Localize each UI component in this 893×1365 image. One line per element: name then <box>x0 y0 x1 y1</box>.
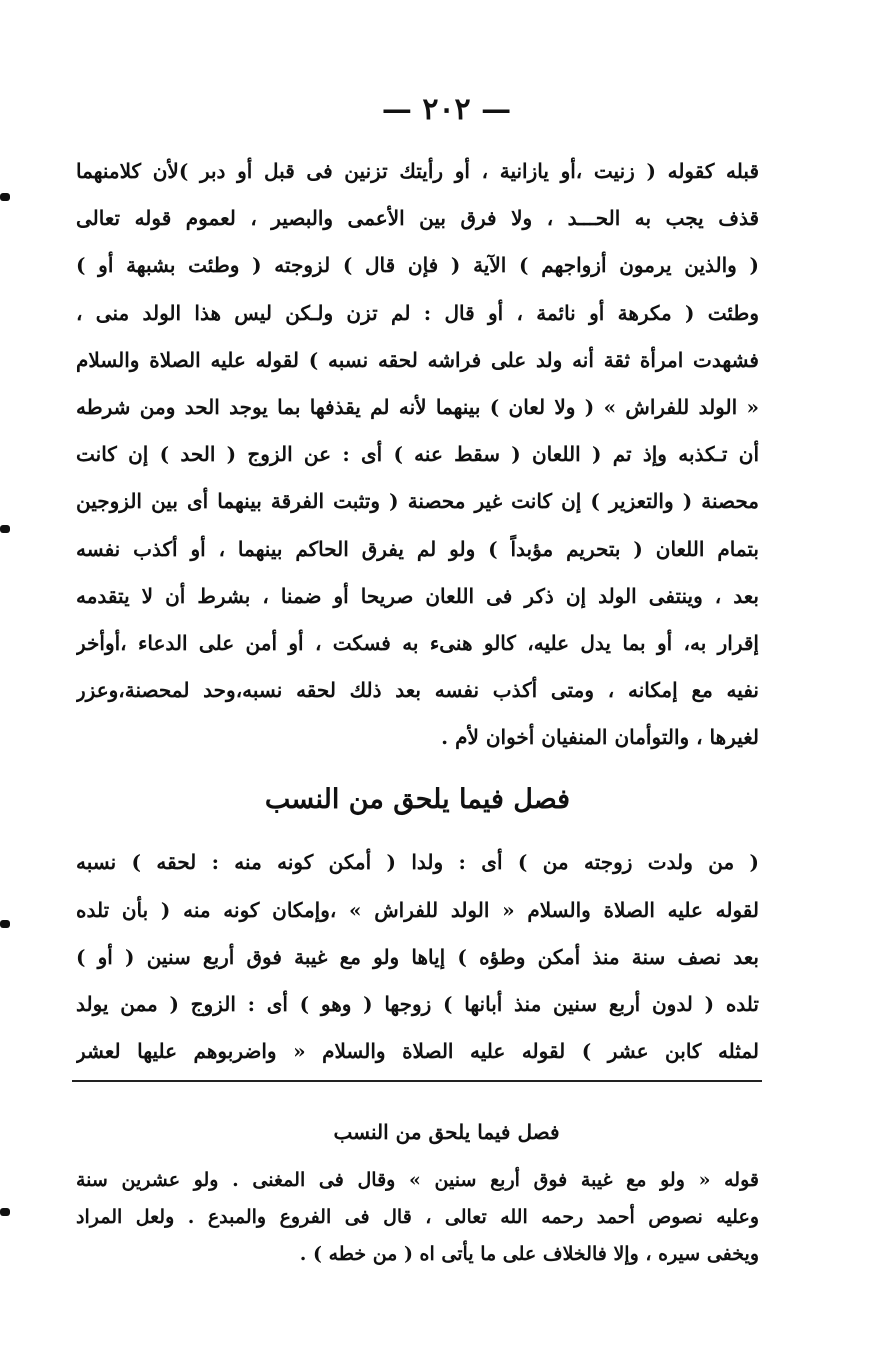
text-line: لقوله عليه الصلاة والسلام « الولد للفراش » ،وإمكان كونه منه ( بأن تلده <box>76 897 759 922</box>
margin-mark <box>0 525 10 533</box>
footnote-divider <box>72 1080 762 1082</box>
text-line: محصنة ( والتعزير ) إن كانت غير محصنة ( وتثبت الفرقة بينهما أى بين الزوجين <box>76 489 759 514</box>
text-line: بعد ، وينتفى الولد إن ذكر فى اللعان صريحا أو ضمنا ، بشرط أن لا يتقدمه <box>76 583 759 608</box>
footnote-text <box>76 1162 759 1273</box>
text-line: إقرار به، أو بما يدل عليه، كالو هنىء به فسكت ، أو أمن على الدعاء ،أوأخر <box>76 630 759 655</box>
text-line: ( من ولدت زوجته من ) أى : ولدا ( أمكن كونه منه : لحقه ) نسبه <box>76 850 759 875</box>
text-line: قبله كقوله ( زنيت ،أو يازانية ، أو رأيتك تزنين فى قبل أو دبر )لأن كلامنهما <box>76 159 759 183</box>
footnote-heading: فصل فيما يلحق من النسب <box>333 1120 560 1144</box>
main-text <box>76 148 759 1075</box>
text-line: نفيه مع إمكانه ، ومتى أكذب نفسه بعد ذلك لحقه نسبه،وحد لمحصنة،وعزر <box>76 678 759 703</box>
text-line: بتمام اللعان ( بتحريم مؤبداً ) ولو لم يفرق الحاكم بينهما ، أو أكذب نفسه <box>76 536 759 561</box>
section-heading: فصل فيما يلحق من النسب <box>264 784 571 816</box>
page-number: — ٢٠٢ — <box>381 92 512 127</box>
text-line: وطئت ( مكرهة أو نائمة ، أو قال : لم تزن ولـكن ليس هذا الولد منى ، <box>76 300 759 325</box>
text-line: لغيرها ، والتوأمان المنفيان أخوان لأم . <box>441 725 759 750</box>
text-line: قذف يجب به الحـــد ، ولا فرق بين الأعمى والبصير ، لعموم قوله تعالى <box>76 206 759 231</box>
text-line: فشهدت امرأة ثقة أنه ولد على فراشه لحقه نسبه ) لقوله عليه الصلاة والسلام <box>76 347 759 372</box>
text-line: ( والذين يرمون أزواجهم ) الآية ( فإن قال ) لزوجته ( وطئت بشبهة أو ) <box>76 253 759 278</box>
text-line: أن تـكذبه وإذ تم ( اللعان ( سقط عنه ) أى : عن الزوج ( الحد ) إن كانت <box>76 442 759 467</box>
footnote-line: وعليه نصوص أحمد رحمه الله تعالى ، قال فى الفروع والمبدع . ولعل المراد <box>76 1206 759 1228</box>
margin-mark <box>0 920 10 928</box>
margin-mark <box>0 1208 10 1216</box>
margin-mark <box>0 193 10 201</box>
text-line: بعد نصف سنة منذ أمكن وطؤه ) إياها ولو مع غيبة فوق أربع سنين ( أو ) <box>76 944 759 969</box>
text-line: لمثله كابن عشر ) لقوله عليه الصلاة والسلام « واضربوهم عليها لعشر <box>76 1039 759 1064</box>
text-line: تلده ( لدون أربع سنين منذ أبانها ) زوجها ( وهو ) أى : الزوج ( ممن يولد <box>76 992 759 1016</box>
footnote-line: قوله « ولو مع غيبة فوق أربع سنين » وقال فى المغنى . ولو عشرين سنة <box>76 1169 759 1191</box>
text-line: « الولد للفراش » ( ولا لعان ) بينهما لأنه لم يقذفها بما يوجد الحد ومن شرطه <box>76 394 759 419</box>
footnote-line: ويخفى سيره ، وإلا فالخلاف على ما يأتى اه ( من خطه ) . <box>299 1243 759 1265</box>
